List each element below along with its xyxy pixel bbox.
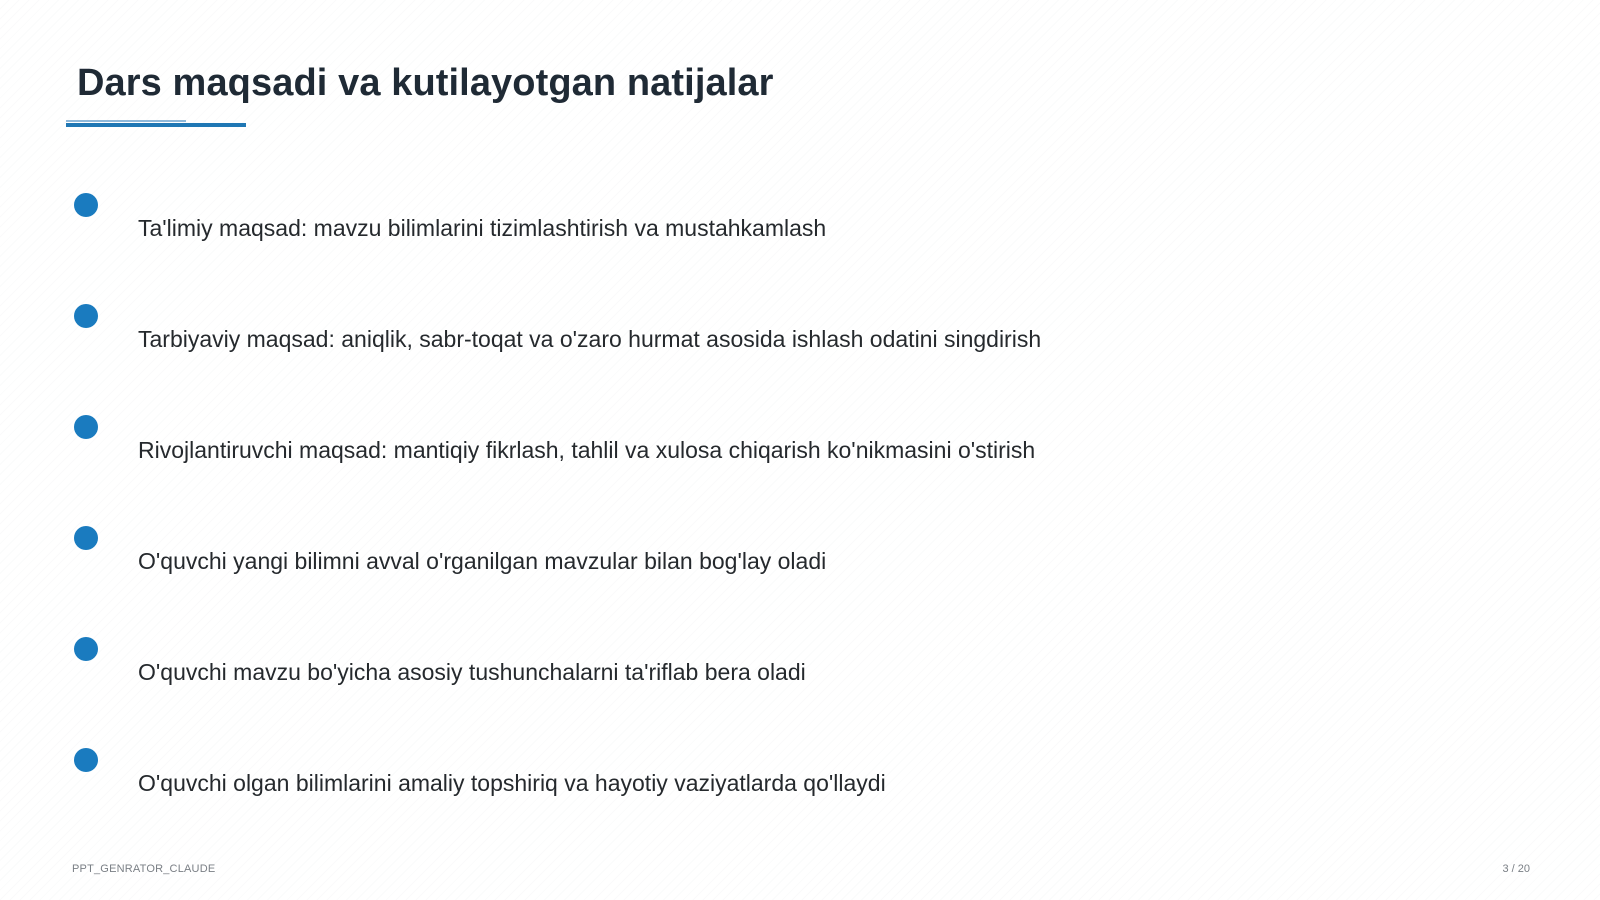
bullet-item: [0, 193, 1500, 253]
footer-label: PPT_GENRATOR_CLAUDE: [72, 863, 216, 875]
bullet-text: O'quvchi olgan bilimlarini amaliy topshiriq va hayotiy vaziyatlarda qo'llaydi: [138, 770, 886, 796]
slide-title: Dars maqsadi va kutilayotgan natijalar: [77, 62, 774, 104]
bullet-item: [0, 415, 1500, 475]
bullet-text: O'quvchi mavzu bo'yicha asosiy tushunchalarni ta'riflab bera oladi: [138, 659, 806, 685]
bullet-item: [0, 526, 1500, 586]
bullet-dot-icon: [74, 526, 98, 550]
bullet-dot-icon: [74, 637, 98, 661]
bullet-dot-icon: [74, 304, 98, 328]
bullet-dot-icon: [74, 748, 98, 772]
bullet-text: O'quvchi yangi bilimni avval o'rganilgan mavzular bilan bog'lay oladi: [138, 548, 827, 574]
bullet-dot-icon: [74, 415, 98, 439]
bullet-item: [0, 748, 1500, 808]
bullet-dot-icon: [74, 193, 98, 217]
bullet-text: Ta'limiy maqsad: mavzu bilimlarini tizimlashtirish va mustahkamlash: [138, 215, 827, 241]
bullet-text: Rivojlantiruvchi maqsad: mantiqiy fikrlash, tahlil va xulosa chiqarish ko'nikmasini o'stirish: [138, 437, 1036, 463]
bullet-text: Tarbiyaviy maqsad: aniqlik, sabr-toqat va o'zaro hurmat asosida ishlash odatini singdirish: [138, 326, 1042, 352]
bullet-item: [0, 637, 1500, 697]
bullet-item: [0, 304, 1500, 364]
page-indicator: 3 / 20: [1502, 863, 1530, 875]
